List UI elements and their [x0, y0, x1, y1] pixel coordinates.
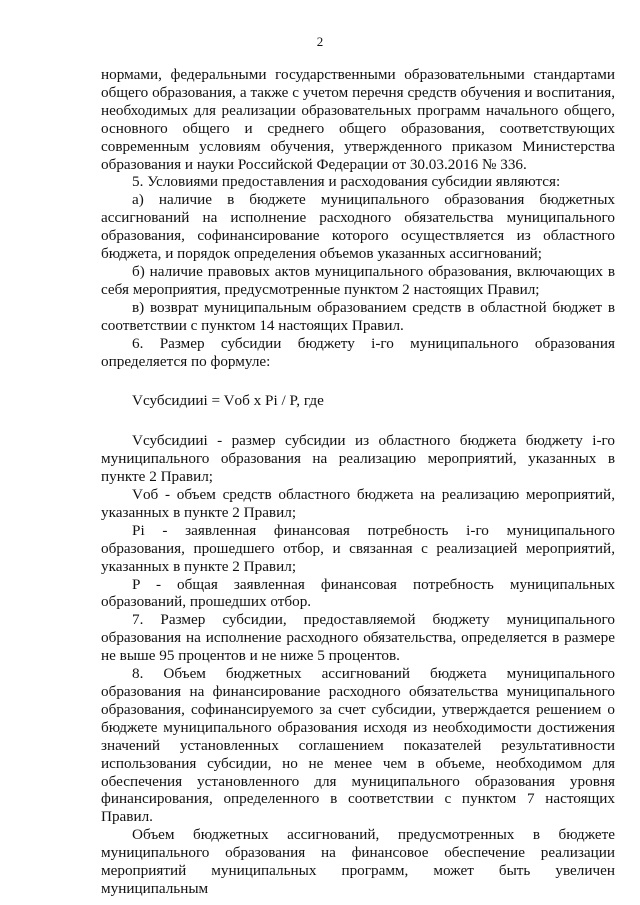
paragraph-continuation: нормами, федеральными государственными образовательными стандартами общего образования, а также с учетом перечня средств обучения и воспитания, необходимых для реализации образовательных программ начального общего, основного общего и среднего общего образования, соответствующих современным условиям обучения, утвержденного приказом Министерства образования и науки Российской Федерации от 30.03.2016 № 336. — [101, 66, 615, 173]
paragraph-budget-volume: Объем бюджетных ассигнований, предусмотренных в бюджете муниципального образования на финансовое обеспечение реализации мероприятий муниципальных программ, может быть увеличен муниципальным — [101, 826, 615, 897]
paragraph-item-7: 7. Размер субсидии, предоставляемой бюджету муниципального образования на исполнение расходного обязательства, определяется в размере не выше 95 процентов и не ниже 5 процентов. — [101, 611, 615, 665]
definition-pi: Pi - заявленная финансовая потребность i-го муниципального образования, прошедшего отбор, и связанная с реализацией мероприятий, указанных в пункте 2 Правил; — [101, 521, 615, 575]
paragraph-subitem-b: б) наличие правовых актов муниципального образования, включающих в себя мероприятия, предусмотренные пунктом 2 настоящих Правил; — [101, 262, 615, 298]
paragraph-subitem-a: а) наличие в бюджете муниципального образования бюджетных ассигнований на исполнение расходного обязательства муниципального образования, софинансирование которого осуществляется из областного бюджета, и порядок определения объемов указанных ассигнований; — [101, 191, 615, 263]
definition-v-ob: Vоб - объем средств областного бюджета на реализацию мероприятий, указанных в пункте 2 Правил; — [101, 486, 615, 521]
formula: Vсубсидииi = Vоб x Pi / P, где — [132, 392, 324, 410]
paragraph-item-5: 5. Условиями предоставления и расходования субсидии являются: — [132, 173, 561, 191]
page-number: 2 — [316, 34, 324, 49]
definition-p: P - общая заявленная финансовая потребность муниципальных образований, прошедших отбор. — [101, 575, 615, 611]
paragraph-subitem-v: в) возврат муниципальным образованием средств в областной бюджет в соответствии с пунктом 14 настоящих Правил. — [101, 298, 615, 334]
paragraph-item-8: 8. Объем бюджетных ассигнований бюджета муниципального образования на финансирование расходного обязательства муниципального образования, софинансируемого за счет субсидии, утверждается решением о бюджете муниципального образования исходя из необходимости достижения значений установленных соглашением показателей результативности использования субсидии, но не менее чем в объеме, необходимом для обеспечения установленного для муниципального образования уровня финансирования, определенного в соответствии с пунктом 7 настоящих Правил. — [101, 665, 615, 826]
definition-v-subsidy: Vсубсидииi - размер субсидии из областного бюджета бюджету i-го муниципального образования на реализацию мероприятий, указанных в пункте 2 Правил; — [101, 432, 615, 486]
document-body — [101, 66, 615, 898]
paragraph-item-6: 6. Размер субсидии бюджету i-го муниципального образования определяется по формуле: — [101, 334, 615, 370]
